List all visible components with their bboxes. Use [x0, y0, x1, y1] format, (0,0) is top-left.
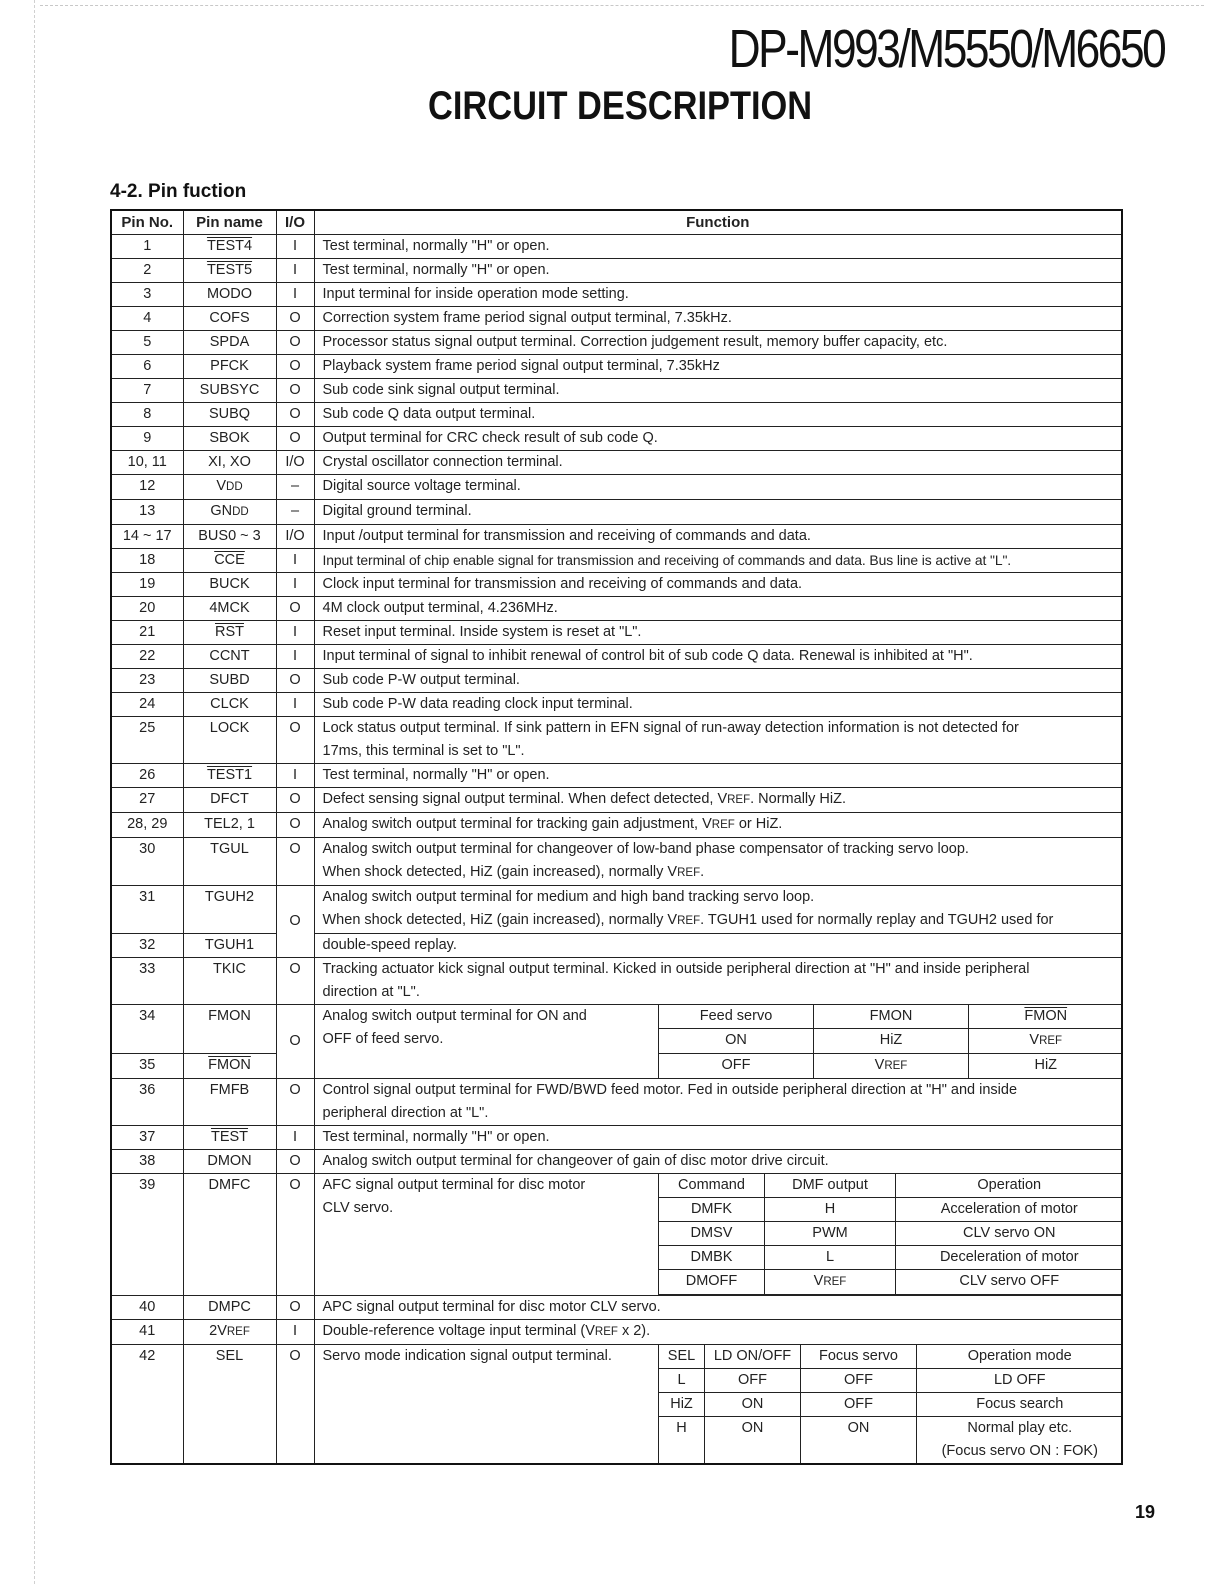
pin-no: 38: [111, 1150, 183, 1174]
pin-function: Digital source voltage terminal.: [314, 475, 1122, 500]
pin-io: –: [276, 475, 314, 500]
pin-function: Test terminal, normally "H" or open.: [314, 235, 1122, 259]
table-row: [111, 788, 1122, 813]
pin-no: 32: [111, 934, 183, 958]
table-row: [111, 1320, 1122, 1345]
pin-io: O: [276, 788, 314, 813]
dmfc-header: DMF output: [765, 1174, 896, 1198]
dmfc-cell: DMBK: [659, 1246, 765, 1270]
pin-io: O: [276, 813, 314, 838]
col-header-pin-no: Pin No.: [111, 210, 183, 235]
pin-function: Digital ground terminal.: [314, 500, 1122, 525]
pin-no: 37: [111, 1126, 183, 1150]
pin-name: TEL2, 1: [183, 813, 276, 838]
pin-io: I/O: [276, 525, 314, 549]
pin-function: Playback system frame period signal output terminal, 7.35kHz: [314, 355, 1122, 379]
pin-no: 41: [111, 1320, 183, 1345]
scan-top-edge-artifact: [40, 5, 1204, 6]
table-row: [111, 645, 1122, 669]
table-row: [111, 934, 1122, 958]
pin-no: 25: [111, 717, 183, 764]
pin-function: Double-reference voltage input terminal (VREF x 2).: [314, 1320, 1122, 1345]
pin-no: 2: [111, 259, 183, 283]
table-row: [111, 1150, 1122, 1174]
pin-name: BUCK: [183, 573, 276, 597]
pin-no: 6: [111, 355, 183, 379]
pin-function: Input terminal for inside operation mode setting.: [314, 283, 1122, 307]
pin-function: Sub code P-W output terminal.: [314, 669, 1122, 693]
pin-name: XI, XO: [183, 451, 276, 475]
pin-io: O: [276, 1079, 314, 1126]
pin-function: Test terminal, normally "H" or open.: [314, 259, 1122, 283]
table-row: [111, 451, 1122, 475]
pin-function: Test terminal, normally "H" or open.: [314, 1126, 1122, 1150]
feed-cell: VREF: [814, 1054, 969, 1079]
pin-name: TGUH1: [183, 934, 276, 958]
pin-no: 35: [111, 1053, 183, 1078]
table-row: [111, 475, 1122, 500]
dmfc-header: Operation: [896, 1174, 1123, 1198]
pin-io: O: [276, 886, 314, 958]
pin-function-feed: [314, 1005, 1122, 1079]
pin-no: 22: [111, 645, 183, 669]
sel-header: Operation mode: [917, 1345, 1123, 1369]
table-row: [111, 379, 1122, 403]
dmfc-cell: Deceleration of motor: [896, 1246, 1123, 1270]
pin-name: TEST: [210, 1129, 249, 1145]
sel-cell: L: [659, 1369, 705, 1393]
pin-io: O: [276, 597, 314, 621]
pin-function: Input terminal of chip enable signal for transmission and receiving of commands and data. Bus line is active at "L".: [314, 549, 1122, 573]
pin-no: 8: [111, 403, 183, 427]
pin-function: 4M clock output terminal, 4.236MHz.: [314, 597, 1122, 621]
pin-no: 12: [111, 475, 183, 500]
sel-cell: ON: [705, 1417, 801, 1464]
pin-function: Analog switch output terminal for changeover of low-band phase compensator of tracking servo loop. When shock detected, HiZ (gain increased), normally VREF.: [314, 838, 1122, 886]
pin-no: 18: [111, 549, 183, 573]
pin-function: Input /output terminal for transmission and receiving of commands and data.: [314, 525, 1122, 549]
pin-no: 31: [111, 886, 183, 934]
pin-no: 9: [111, 427, 183, 451]
pin-no: 23: [111, 669, 183, 693]
pin-io: O: [276, 1174, 314, 1296]
table-row: [111, 355, 1122, 379]
pin-function: Correction system frame period signal output terminal, 7.35kHz.: [314, 307, 1122, 331]
pin-function: Processor status signal output terminal. Correction judgement result, memory buffer capacity, etc.: [314, 331, 1122, 355]
dmfc-function-text: AFC signal output terminal for disc motor CLV servo.: [322, 1177, 586, 1216]
pin-no: 34: [111, 1005, 183, 1054]
pin-no: 19: [111, 573, 183, 597]
feed-servo-table: [315, 1005, 1123, 1078]
pin-function: Clock input terminal for transmission and receiving of commands and data.: [314, 573, 1122, 597]
sel-cell: Focus search: [917, 1393, 1123, 1417]
feed-cell: VREF: [969, 1029, 1123, 1054]
section-title: 4-2. Pin fuction: [110, 181, 247, 202]
pin-function-sel: [314, 1345, 1122, 1465]
pin-function: Input terminal of signal to inhibit renewal of control bit of sub code Q data. Renewal is inhibited at "H".: [314, 645, 1122, 669]
pin-name: SUBD: [183, 669, 276, 693]
pin-no: 5: [111, 331, 183, 355]
pin-no: 30: [111, 838, 183, 886]
table-row: [111, 525, 1122, 549]
pin-no: 42: [111, 1345, 183, 1465]
table-row: [111, 283, 1122, 307]
table-row: [111, 1174, 1122, 1296]
table-row: [111, 1126, 1122, 1150]
pin-no: 4: [111, 307, 183, 331]
pin-function: Lock status output terminal. If sink pattern in EFN signal of run-away detection information is not detected for 17ms, this terminal is set to "L".: [314, 717, 1122, 764]
table-row: [111, 573, 1122, 597]
pin-io: I: [276, 573, 314, 597]
pin-name: COFS: [183, 307, 276, 331]
pin-io: O: [276, 379, 314, 403]
model-number: DP-M993/M5550/M6650: [728, 19, 1164, 79]
pin-function: Tracking actuator kick signal output terminal. Kicked in outside peripheral direction at "H" and inside peripheral direction at "L".: [314, 958, 1122, 1005]
pin-name: SUBSYC: [183, 379, 276, 403]
feed-header: FMON: [1024, 1008, 1068, 1024]
pin-name: TEST4: [206, 238, 253, 254]
pin-function: Sub code P-W data reading clock input terminal.: [314, 693, 1122, 717]
pin-function: APC signal output terminal for disc motor CLV servo.: [314, 1296, 1122, 1320]
pin-no: 33: [111, 958, 183, 1005]
col-header-io: I/O: [276, 210, 314, 235]
table-row: [111, 621, 1122, 645]
dmfc-cell: L: [765, 1246, 896, 1270]
sel-header: SEL: [659, 1345, 705, 1369]
pin-name: DMON: [183, 1150, 276, 1174]
pin-name: CCNT: [183, 645, 276, 669]
pin-function: Analog switch output terminal for changeover of gain of disc motor drive circuit.: [314, 1150, 1122, 1174]
feed-header: Feed servo: [659, 1005, 814, 1029]
table-row: [111, 1345, 1122, 1465]
pin-no: 14 ~ 17: [111, 525, 183, 549]
pin-name: LOCK: [183, 717, 276, 764]
dmfc-cell: DMOFF: [659, 1270, 765, 1295]
table-row: [111, 838, 1122, 886]
table-row: [111, 403, 1122, 427]
table-row: [111, 331, 1122, 355]
table-header-row: [111, 210, 1122, 235]
sel-cell: LD OFF: [917, 1369, 1123, 1393]
pin-name: 2VREF: [183, 1320, 276, 1345]
table-row: [111, 235, 1122, 259]
table-row: [111, 693, 1122, 717]
dmfc-cell: Acceleration of motor: [896, 1198, 1123, 1222]
pin-io: I: [276, 764, 314, 788]
table-row: [111, 1296, 1122, 1320]
pin-no: 3: [111, 283, 183, 307]
dmfc-cell: CLV servo ON: [896, 1222, 1123, 1246]
pin-io: I: [276, 645, 314, 669]
pin-no: 10, 11: [111, 451, 183, 475]
dmfc-cell: DMSV: [659, 1222, 765, 1246]
pin-function: Defect sensing signal output terminal. When defect detected, VREF. Normally HiZ.: [314, 788, 1122, 813]
pin-name: FMFB: [183, 1079, 276, 1126]
pin-io: O: [276, 1005, 314, 1079]
scan-edge-artifact: [0, 0, 35, 1584]
dmfc-cell: VREF: [765, 1270, 896, 1295]
sel-note: (Focus servo ON : FOK): [917, 1440, 1123, 1463]
table-row: [111, 259, 1122, 283]
table-row: [111, 958, 1122, 1005]
pin-function: Control signal output terminal for FWD/BWD feed motor. Fed in outside peripheral direction at "H" and inside peripheral direction at "L".: [314, 1079, 1122, 1126]
pin-name: TEST1: [206, 767, 253, 783]
dmfc-header: Command: [659, 1174, 765, 1198]
pin-io: O: [276, 669, 314, 693]
pin-no: 27: [111, 788, 183, 813]
pin-io: I: [276, 693, 314, 717]
pin-no: 21: [111, 621, 183, 645]
pin-io: –: [276, 500, 314, 525]
pin-function-table: [110, 209, 1123, 1465]
sel-cell: OFF: [705, 1369, 801, 1393]
pin-name: BUS0 ~ 3: [183, 525, 276, 549]
table-row: [111, 1005, 1122, 1054]
feed-cell: HiZ: [814, 1029, 969, 1054]
pin-name: FMON: [183, 1005, 276, 1054]
pin-name: TEST5: [206, 262, 253, 278]
table-row: [111, 500, 1122, 525]
pin-io: I: [276, 283, 314, 307]
pin-name: SEL: [183, 1345, 276, 1465]
feed-function-text: Analog switch output terminal for ON and OFF of feed servo.: [322, 1008, 587, 1047]
pin-function: Sub code Q data output terminal.: [314, 403, 1122, 427]
dmfc-cell: PWM: [765, 1222, 896, 1246]
pin-name: $\overline{RST}$: [215, 624, 244, 640]
pin-name: SBOK: [183, 427, 276, 451]
dmfc-cell: CLV servo OFF: [896, 1270, 1123, 1295]
feed-cell: OFF: [659, 1054, 814, 1079]
pin-io: O: [276, 1150, 314, 1174]
pin-name: TGUH2: [183, 886, 276, 934]
pin-name: MODO: [183, 283, 276, 307]
pin-no: 36: [111, 1079, 183, 1126]
table-row: [111, 717, 1122, 764]
pin-name: PFCK: [183, 355, 276, 379]
sel-cell: ON: [705, 1393, 801, 1417]
pin-function: When shock detected, HiZ (gain increased), normally VREF. TGUH1 used for normally replay and TGUH2 used for: [314, 909, 1122, 934]
pin-name: $\overline{CCE}$: [214, 552, 245, 568]
sel-cell: Normal play etc.: [917, 1417, 1123, 1441]
page-title: CIRCUIT DESCRIPTION: [428, 84, 813, 128]
table-row: [111, 307, 1122, 331]
sel-cell: ON: [801, 1417, 917, 1464]
table-row: [111, 597, 1122, 621]
sel-cell: OFF: [801, 1369, 917, 1393]
pin-io: I/O: [276, 451, 314, 475]
pin-io: I: [276, 1320, 314, 1345]
pin-no: 13: [111, 500, 183, 525]
table-row: [111, 1079, 1122, 1126]
pin-function: Crystal oscillator connection terminal.: [314, 451, 1122, 475]
table-row: [111, 427, 1122, 451]
pin-io: O: [276, 1345, 314, 1465]
col-header-function: Function: [314, 210, 1122, 235]
pin-name: CLCK: [183, 693, 276, 717]
pin-io: O: [276, 331, 314, 355]
pin-name: 4MCK: [183, 597, 276, 621]
sel-cell: OFF: [801, 1393, 917, 1417]
pin-function: Analog switch output terminal for medium and high band tracking servo loop.: [314, 886, 1122, 910]
pin-no: 40: [111, 1296, 183, 1320]
pin-name: FMON: [208, 1056, 251, 1073]
table-row: [111, 764, 1122, 788]
pin-no: 39: [111, 1174, 183, 1296]
pin-io: O: [276, 403, 314, 427]
pin-function: Sub code sink signal output terminal.: [314, 379, 1122, 403]
pin-no: 26: [111, 764, 183, 788]
pin-function-dmfc: [314, 1174, 1122, 1296]
sel-header: LD ON/OFF: [705, 1345, 801, 1369]
dmfc-table: [315, 1174, 1123, 1295]
sel-header: Focus servo: [801, 1345, 917, 1369]
pin-name: TGUL: [183, 838, 276, 886]
pin-name: TKIC: [183, 958, 276, 1005]
pin-io: O: [276, 355, 314, 379]
pin-name: DMPC: [183, 1296, 276, 1320]
pin-name: SUBQ: [183, 403, 276, 427]
pin-io: O: [276, 427, 314, 451]
table-row: [111, 813, 1122, 838]
sel-cell: H: [659, 1417, 705, 1464]
col-header-pin-name: Pin name: [183, 210, 276, 235]
pin-function: Test terminal, normally "H" or open.: [314, 764, 1122, 788]
pin-function: Output terminal for CRC check result of sub code Q.: [314, 427, 1122, 451]
dmfc-cell: H: [765, 1198, 896, 1222]
pin-io: O: [276, 717, 314, 764]
pin-name: VDD: [183, 475, 276, 500]
pin-name: DFCT: [183, 788, 276, 813]
pin-no: 24: [111, 693, 183, 717]
pin-io: I: [276, 1126, 314, 1150]
dmfc-cell: DMFK: [659, 1198, 765, 1222]
table-row: [111, 886, 1122, 910]
pin-name: DMFC: [183, 1174, 276, 1296]
table-row: [111, 549, 1122, 573]
pin-function: Analog switch output terminal for tracking gain adjustment, VREF or HiZ.: [314, 813, 1122, 838]
pin-no: 20: [111, 597, 183, 621]
pin-no: 7: [111, 379, 183, 403]
pin-io: O: [276, 838, 314, 886]
pin-function: double-speed replay.: [314, 934, 1122, 958]
page-number: 19: [1135, 1502, 1156, 1522]
pin-io: O: [276, 1296, 314, 1320]
pin-function: Reset input terminal. Inside system is reset at "L".: [314, 621, 1122, 645]
feed-cell: HiZ: [969, 1054, 1123, 1079]
pin-no: 1: [111, 235, 183, 259]
table-row: [111, 669, 1122, 693]
sel-table: [315, 1345, 1123, 1463]
pin-io: I: [276, 235, 314, 259]
feed-header: FMON: [814, 1005, 969, 1029]
pin-io: I: [276, 621, 314, 645]
pin-name: GNDD: [183, 500, 276, 525]
pin-io: I: [276, 259, 314, 283]
feed-cell: ON: [659, 1029, 814, 1054]
pin-no: 28, 29: [111, 813, 183, 838]
sel-function-text: Servo mode indication signal output terminal.: [322, 1348, 612, 1364]
pin-io: I: [276, 549, 314, 573]
pin-io: O: [276, 958, 314, 1005]
pin-name: SPDA: [183, 331, 276, 355]
pin-io: O: [276, 307, 314, 331]
sel-cell: HiZ: [659, 1393, 705, 1417]
